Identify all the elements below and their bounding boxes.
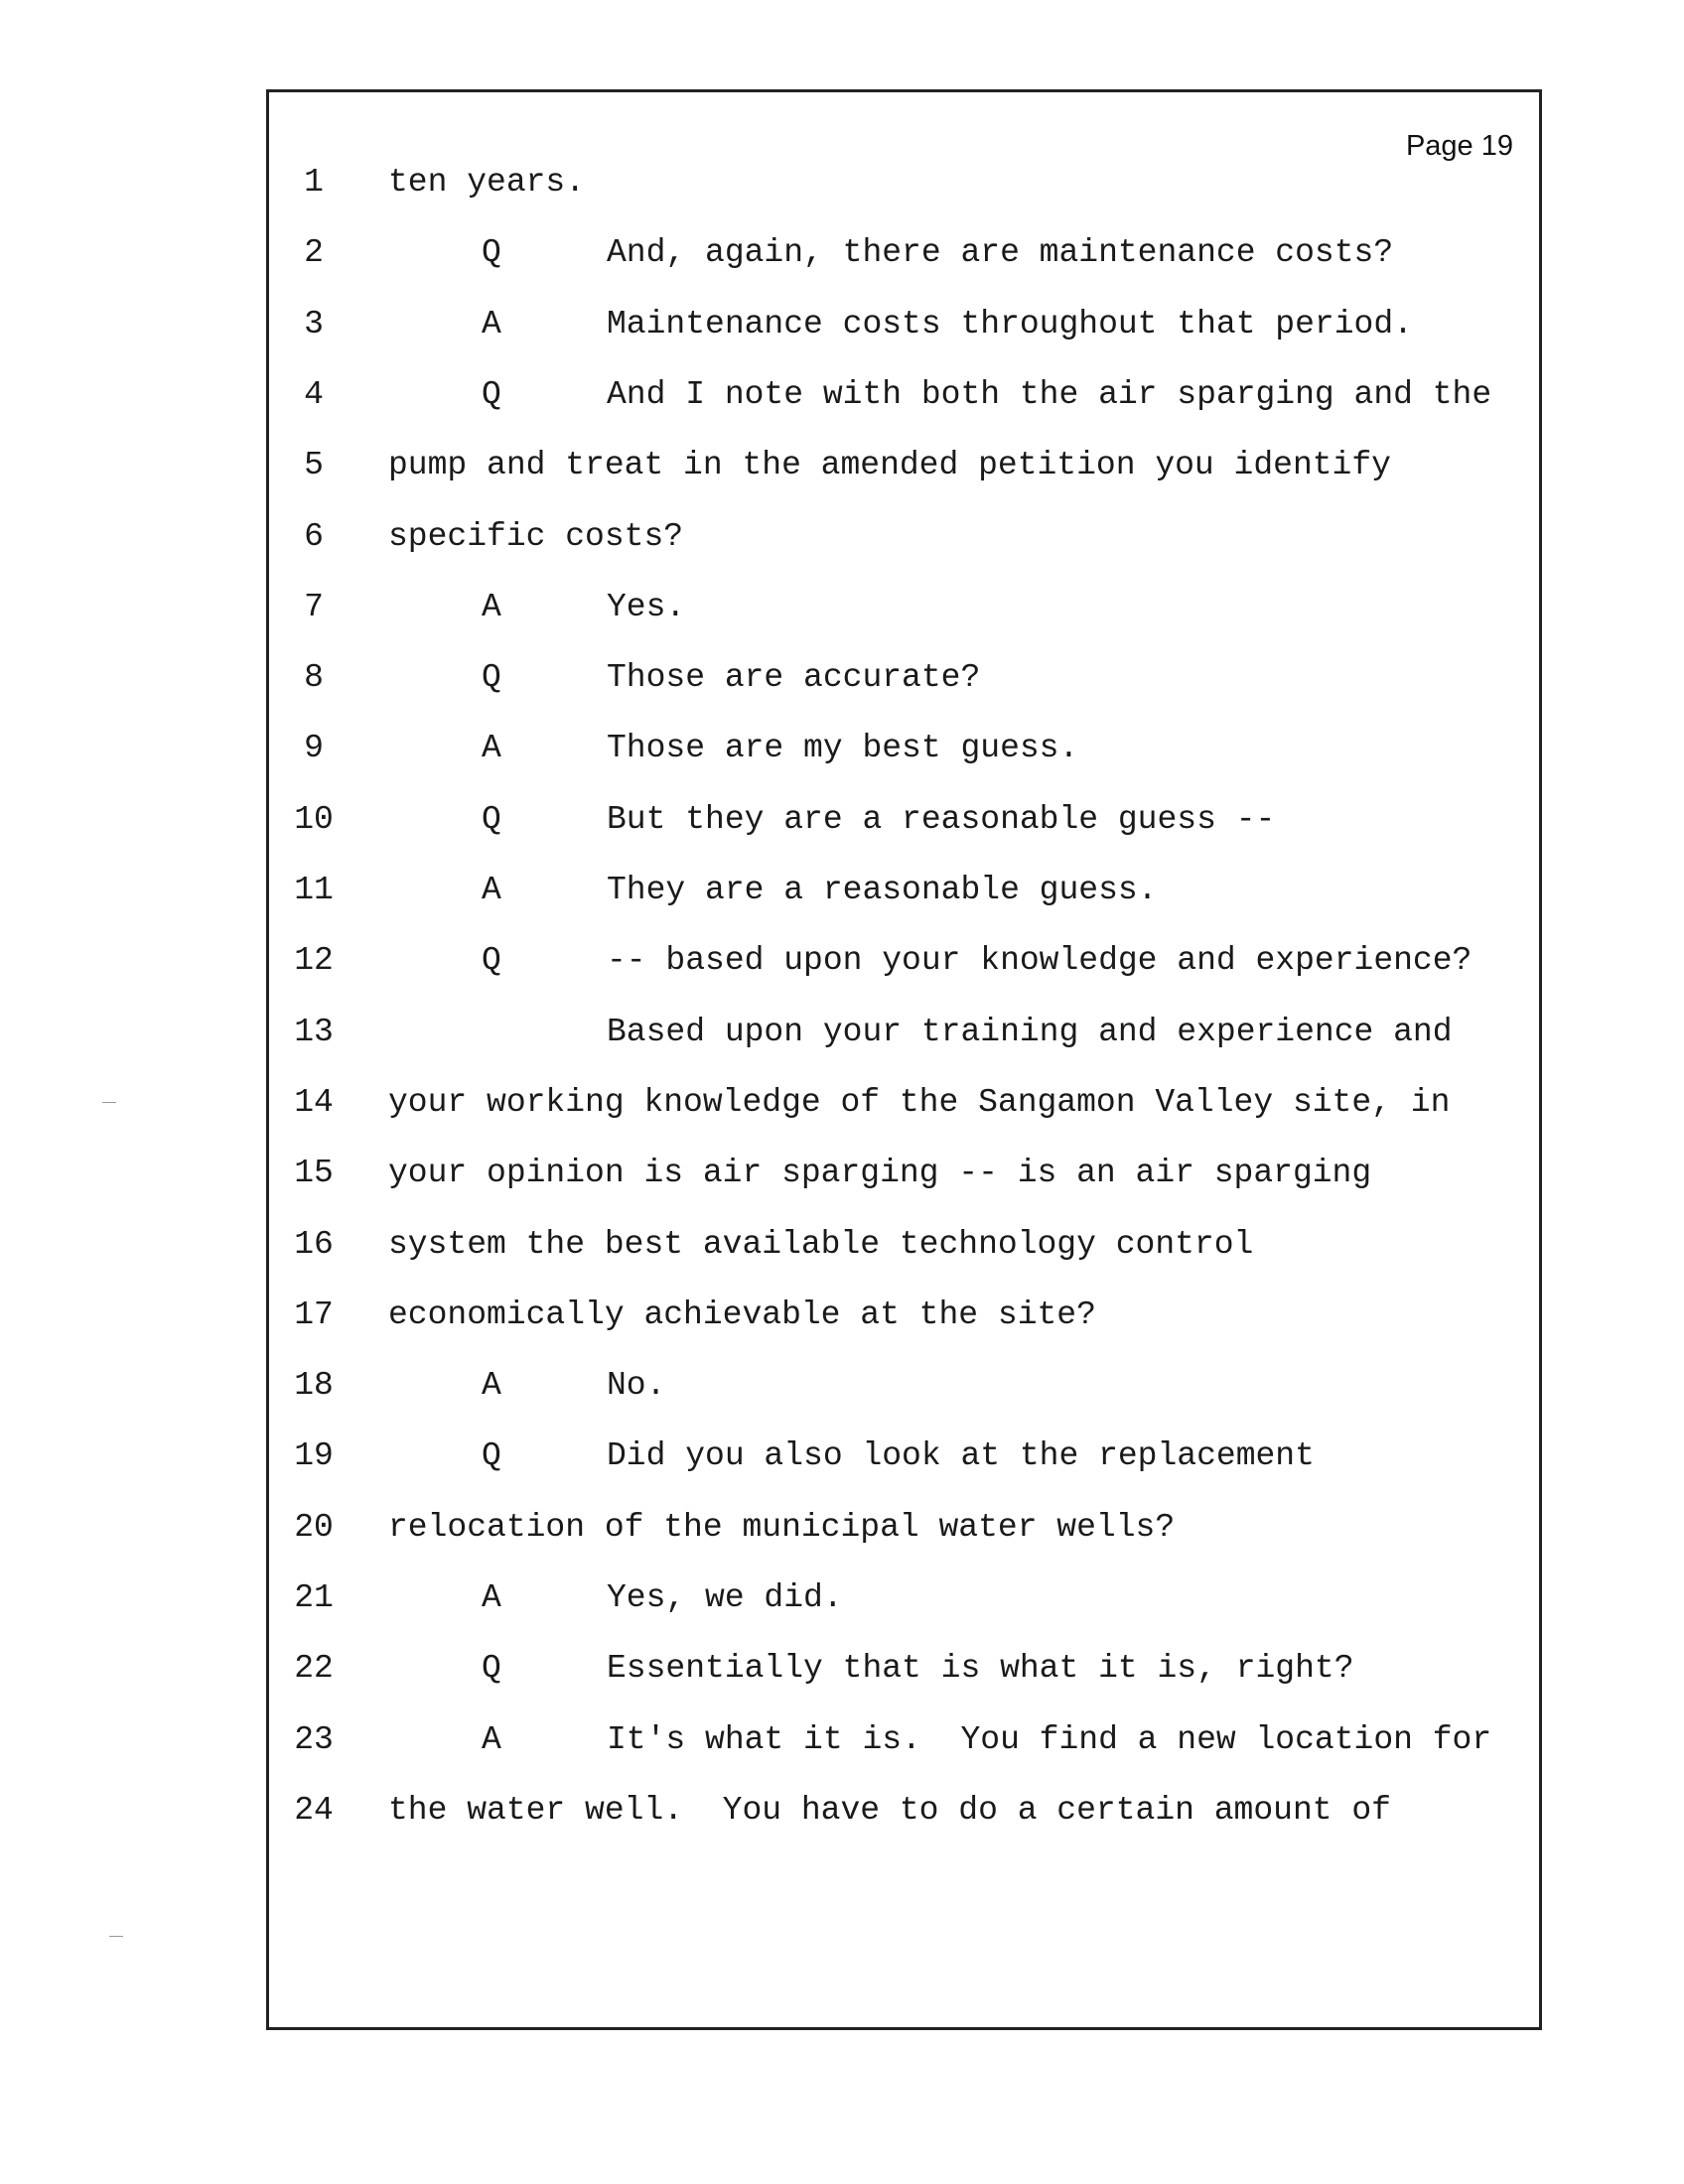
transcript-line — [269, 447, 1540, 506]
line-text: your working knowledge of the Sangamon Valley site, in — [388, 1083, 1451, 1121]
transcript-line — [269, 1297, 1540, 1356]
line-text: No. — [607, 1367, 666, 1405]
line-number: 10 — [294, 800, 334, 838]
transcript-line — [269, 801, 1540, 861]
transcript-line — [269, 1367, 1540, 1427]
transcript-line — [269, 730, 1540, 789]
line-number: 23 — [294, 1720, 334, 1758]
transcript-line — [269, 1579, 1540, 1639]
speaker-label: Q — [482, 659, 501, 697]
line-text: Those are accurate? — [607, 659, 981, 697]
speaker-label: A — [482, 588, 501, 625]
line-text: ten years. — [388, 164, 586, 201]
speaker-label: Q — [482, 800, 501, 838]
speaker-label: Q — [482, 375, 501, 413]
line-text: specific costs? — [388, 517, 684, 555]
transcript-line — [269, 589, 1540, 648]
line-number: 6 — [304, 517, 324, 555]
line-number: 7 — [304, 588, 324, 625]
line-text: pump and treat in the amended petition you identify — [388, 447, 1391, 484]
line-number: 15 — [294, 1155, 334, 1192]
speaker-label: Q — [482, 1437, 501, 1475]
transcript-line — [269, 1437, 1540, 1497]
line-number: 9 — [304, 730, 324, 767]
transcript-line — [269, 1792, 1540, 1851]
line-text: the water well. You have to do a certain amount of — [388, 1791, 1391, 1829]
line-number: 12 — [294, 942, 334, 980]
speaker-label: Q — [482, 1650, 501, 1688]
transcript-line — [269, 872, 1540, 931]
transcript-line — [269, 1721, 1540, 1781]
line-number: 4 — [304, 375, 324, 413]
line-text: It's what it is. You find a new location for — [607, 1720, 1492, 1758]
speaker-label: A — [482, 872, 501, 908]
line-text: economically achievable at the site? — [388, 1296, 1096, 1333]
speaker-label: Q — [482, 234, 501, 272]
line-number: 13 — [294, 1013, 334, 1050]
line-number: 24 — [294, 1791, 334, 1829]
line-number: 11 — [294, 872, 334, 908]
transcript-line — [269, 659, 1540, 719]
line-text: system the best available technology control — [388, 1225, 1254, 1263]
line-text: They are a reasonable guess. — [607, 872, 1158, 908]
line-number: 16 — [294, 1225, 334, 1263]
speaker-label: A — [482, 730, 501, 767]
line-text: Based upon your training and experience and — [607, 1013, 1453, 1050]
line-text: Those are my best guess. — [607, 730, 1079, 767]
margin-mark — [109, 1936, 123, 1937]
transcript-line — [269, 1509, 1540, 1569]
line-number: 20 — [294, 1508, 334, 1546]
line-text: Yes, we did. — [607, 1579, 843, 1616]
line-text: -- based upon your knowledge and experience? — [607, 942, 1473, 980]
line-text: Maintenance costs throughout that period. — [607, 305, 1413, 342]
speaker-label: A — [482, 305, 501, 342]
transcript-line — [269, 1650, 1540, 1709]
margin-mark — [102, 1102, 116, 1103]
line-number: 8 — [304, 659, 324, 697]
transcript-line — [269, 518, 1540, 578]
speaker-label: A — [482, 1367, 501, 1405]
speaker-label: A — [482, 1720, 501, 1758]
speaker-label: Q — [482, 942, 501, 980]
transcript-line — [269, 164, 1540, 223]
line-number: 17 — [294, 1296, 334, 1333]
transcript-line — [269, 1014, 1540, 1073]
line-text: And, again, there are maintenance costs? — [607, 234, 1394, 272]
line-text: Yes. — [607, 588, 686, 625]
transcript-page — [266, 89, 1542, 2030]
line-number: 22 — [294, 1650, 334, 1688]
line-number: 2 — [304, 234, 324, 272]
line-number: 5 — [304, 447, 324, 484]
transcript-line — [269, 942, 1540, 1002]
line-text: Did you also look at the replacement — [607, 1437, 1315, 1475]
transcript-line — [269, 1226, 1540, 1286]
line-text: relocation of the municipal water wells? — [388, 1508, 1176, 1546]
line-number: 21 — [294, 1579, 334, 1616]
line-number: 19 — [294, 1437, 334, 1475]
line-number: 18 — [294, 1367, 334, 1405]
line-text: your opinion is air sparging -- is an air sparging — [388, 1155, 1372, 1192]
transcript-line — [269, 306, 1540, 365]
line-number: 3 — [304, 305, 324, 342]
line-text: Essentially that is what it is, right? — [607, 1650, 1354, 1688]
transcript-line — [269, 376, 1540, 436]
speaker-label: A — [482, 1579, 501, 1616]
transcript-line — [269, 234, 1540, 294]
page-number: Page 19 — [1405, 130, 1513, 162]
transcript-line — [269, 1084, 1540, 1144]
line-number: 14 — [294, 1083, 334, 1121]
line-text: But they are a reasonable guess -- — [607, 800, 1276, 838]
transcript-line — [269, 1155, 1540, 1214]
line-number: 1 — [304, 164, 324, 201]
line-text: And I note with both the air sparging and the — [607, 375, 1492, 413]
